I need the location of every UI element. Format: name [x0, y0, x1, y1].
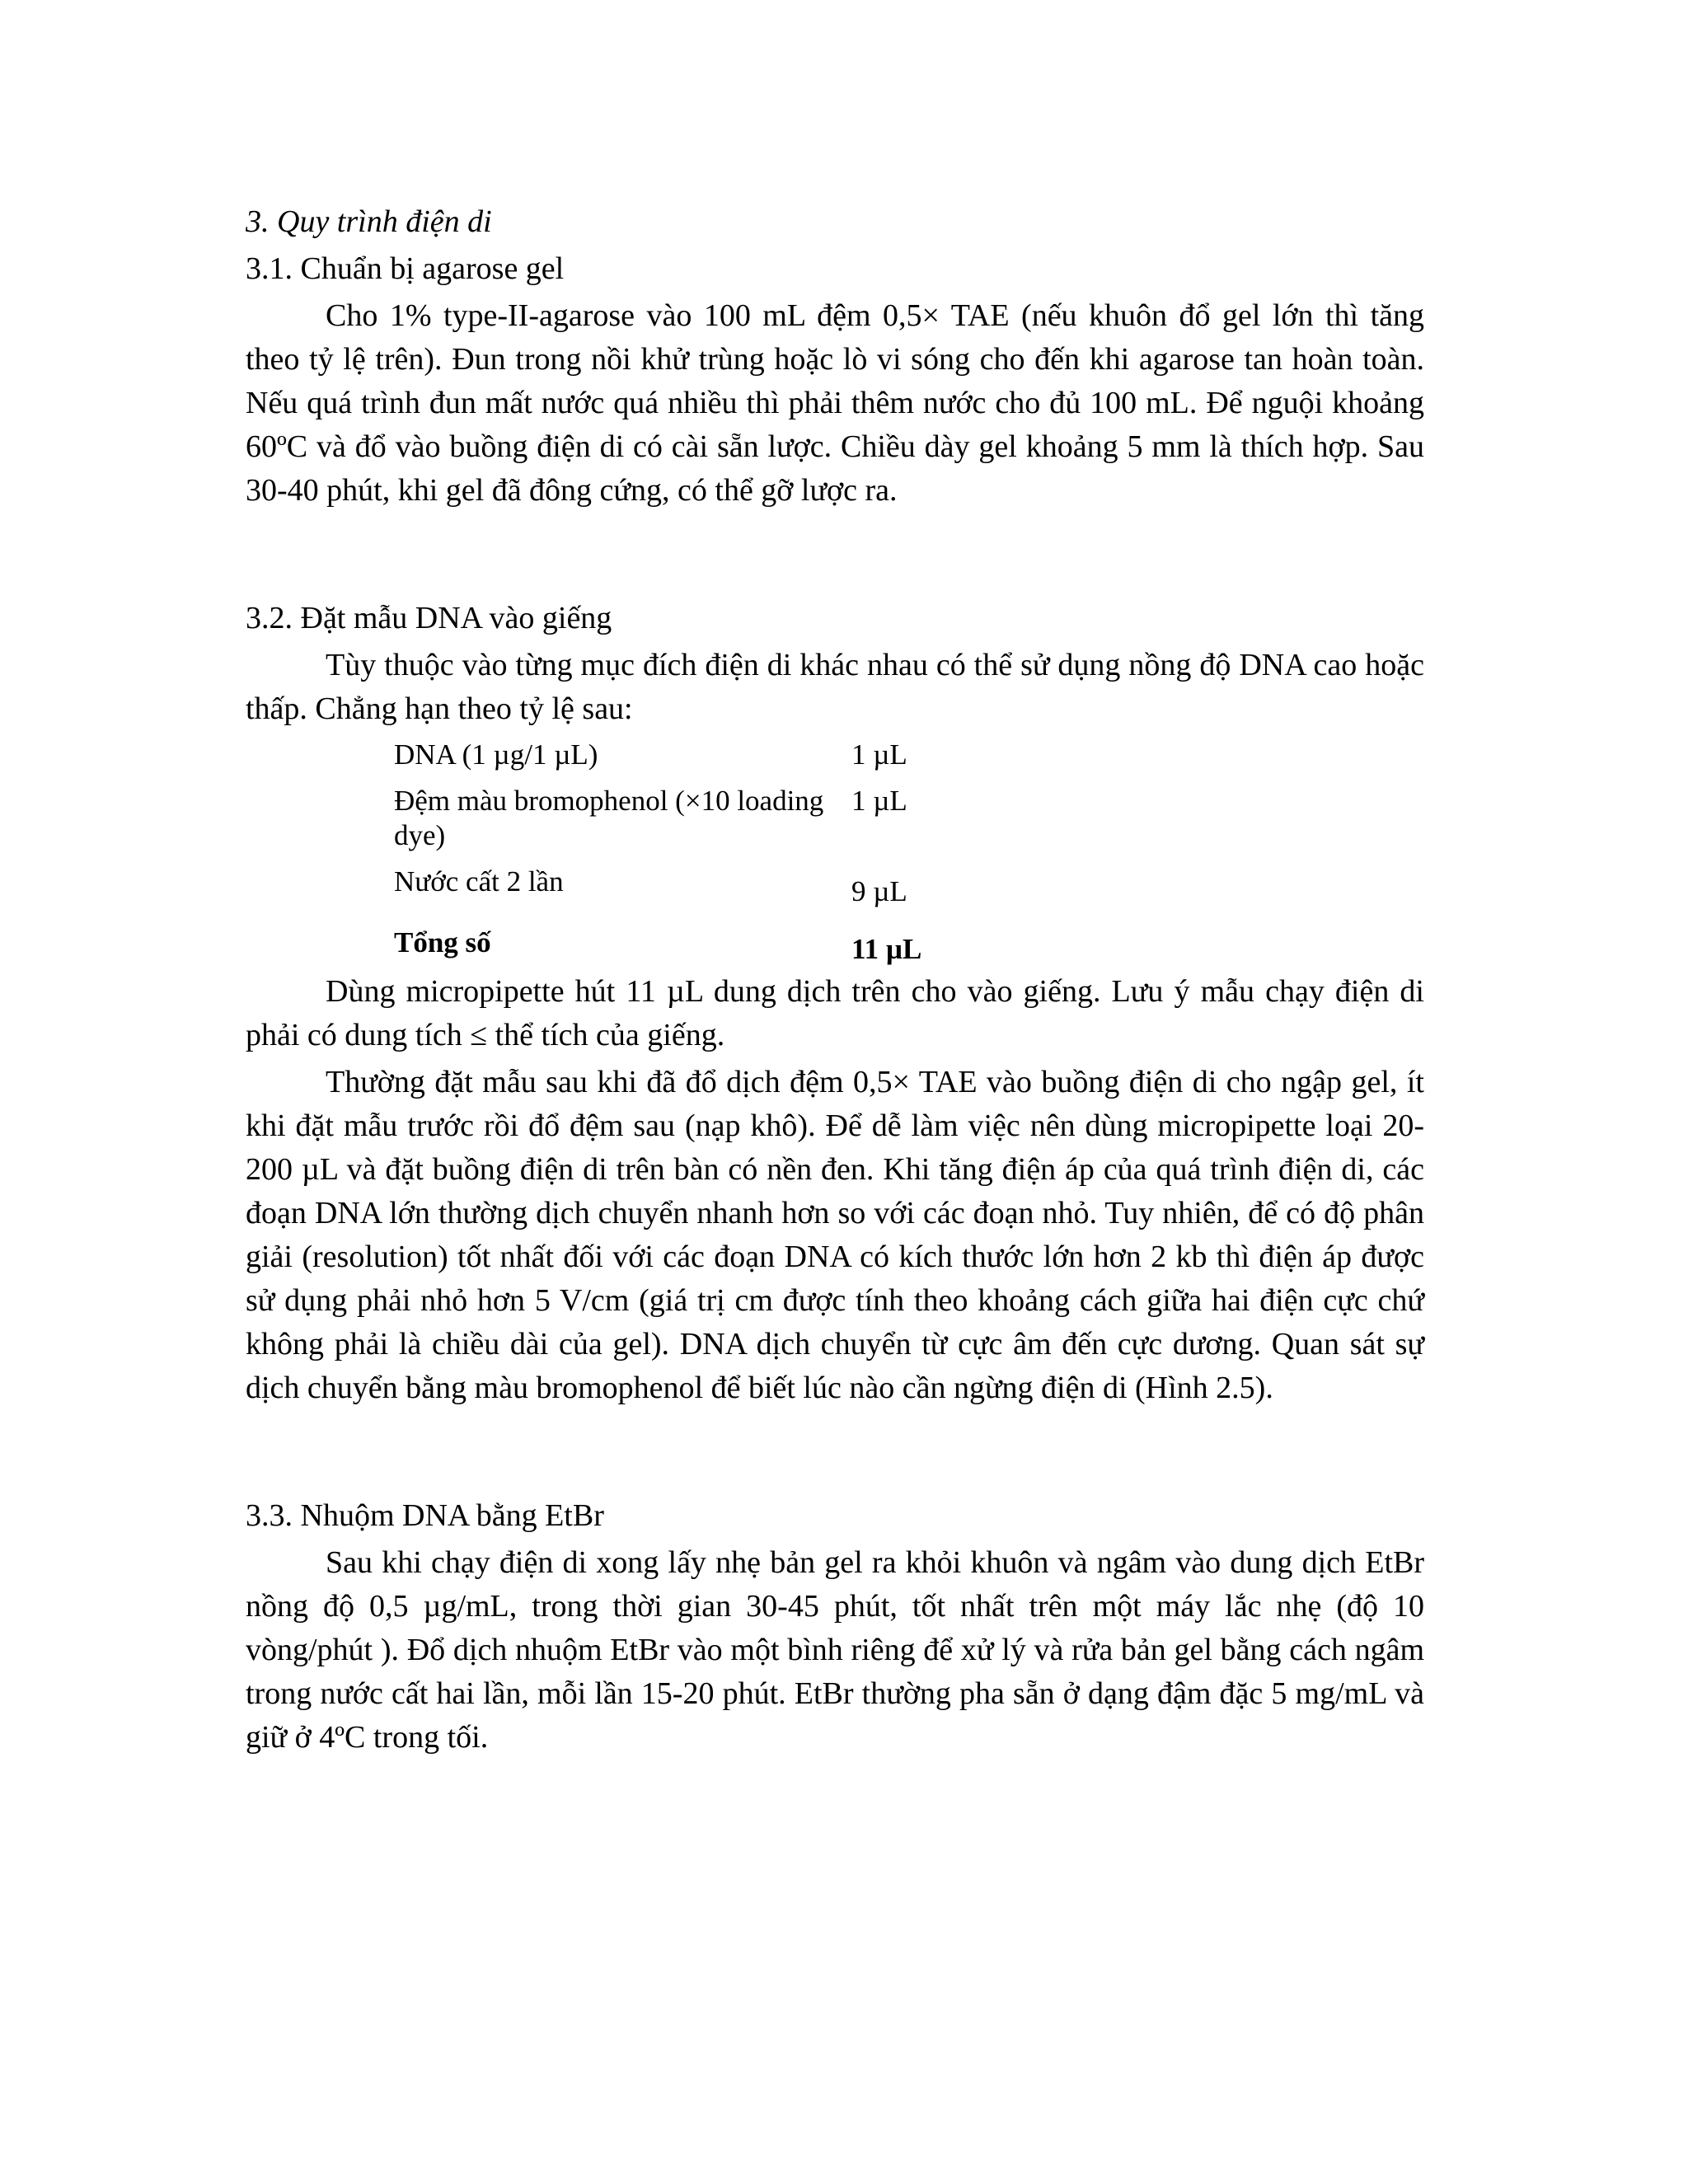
recipe-total-amount: 11 µL — [851, 933, 922, 965]
section-title: 3. Quy trình điện di — [246, 204, 492, 239]
recipe-item-amount: 1 µL — [851, 785, 907, 817]
recipe-row — [394, 865, 1016, 921]
paragraph-etbr-staining: Sau khi chạy điện di xong lấy nhẹ bản gel ra khỏi khuôn và ngâm vào dung dịch EtBr nồng độ 0,5 µg/mL, trong thời gian 30-45 phút, tốt nhất trên một máy lắc nhẹ (độ 10 vòng/phút ). Đổ dịch nhuộm EtBr vào một bình riêng để xử lý và rửa bản gel bằng cách ngâm trong nước cất hai lần, mỗi lần 15-20 phút. EtBr thường pha sẵn ở dạng đậm đặc 5 mg/mL và giữ ở 4ºC trong tối. — [246, 1545, 1424, 1755]
subsection-title-3-3: 3.3. Nhuộm DNA bằng EtBr — [246, 1498, 604, 1533]
paragraph-sample-intro: Tùy thuộc vào từng mục đích điện di khác nhau có thể sử dụng nồng độ DNA cao hoặc thấp. Chẳng hạn theo tỷ lệ sau: — [246, 648, 1424, 726]
recipe-item-amount: 9 µL — [851, 875, 907, 907]
recipe-total-label: Tổng số — [394, 926, 491, 958]
page-content — [246, 200, 1424, 1760]
subsection-title-3-2: 3.2. Đặt mẫu DNA vào giếng — [246, 601, 612, 635]
recipe-total-row — [394, 921, 1016, 967]
paragraph-agarose-prep: Cho 1% type-II-agarose vào 100 mL đệm 0,5× TAE (nếu khuôn đổ gel lớn thì tăng theo tỷ lệ trên). Đun trong nồi khử trùng hoặc lò vi sóng cho đến khi agarose tan hoàn toàn. Nếu quá trình đun mất nước quá nhiều thì phải thêm nước cho đủ 100 mL. Để nguội khoảng 60ºC và đổ vào buồng điện di có cài sẵn lược. Chiều dày gel khoảng 5 mm là thích hợp. Sau 30-40 phút, khi gel đã đông cứng, có thể gỡ lược ra. — [246, 298, 1424, 508]
recipe-item-amount: 1 µL — [851, 738, 907, 771]
recipe-item-name: Nước cất 2 lần — [394, 865, 564, 898]
recipe-row — [394, 784, 1016, 865]
paragraph-loading-procedure: Thường đặt mẫu sau khi đã đổ dịch đệm 0,5× TAE vào buồng điện di cho ngập gel, ít khi đặt mẫu trước rồi đổ đệm sau (nạp khô). Để dễ làm việc nên dùng micropipette loại 20-200 µL và đặt buồng điện di trên bàn có nền đen. Khi tăng điện áp của quá trình điện di, các đoạn DNA lớn thường dịch chuyển nhanh hơn so với các đoạn nhỏ. Tuy nhiên, để có độ phân giải (resolution) tốt nhất đối với các đoạn DNA có kích thước lớn hơn 2 kb thì điện áp được sử dụng phải nhỏ hơn 5 V/cm (giá trị cm được tính theo khoảng cách giữa hai điện cực chứ không phải là chiều dài của gel). DNA dịch chuyển từ cực âm đến cực dương. Quan sát sự dịch chuyển bằng màu bromophenol để biết lúc nào cần ngừng điện di (Hình 2.5). — [246, 1065, 1424, 1405]
subsection-title-3-1: 3.1. Chuẩn bị agarose gel — [246, 251, 565, 286]
recipe-item-name: Đệm màu bromophenol (×10 loading dye) — [394, 785, 824, 851]
recipe-table — [394, 738, 1016, 967]
recipe-row — [394, 738, 1016, 784]
recipe-item-name: DNA (1 µg/1 µL) — [394, 738, 598, 771]
paragraph-micropipette: Dùng micropipette hút 11 µL dung dịch trên cho vào giếng. Lưu ý mẫu chạy điện di phải có dung tích ≤ thể tích của giếng. — [246, 974, 1424, 1052]
